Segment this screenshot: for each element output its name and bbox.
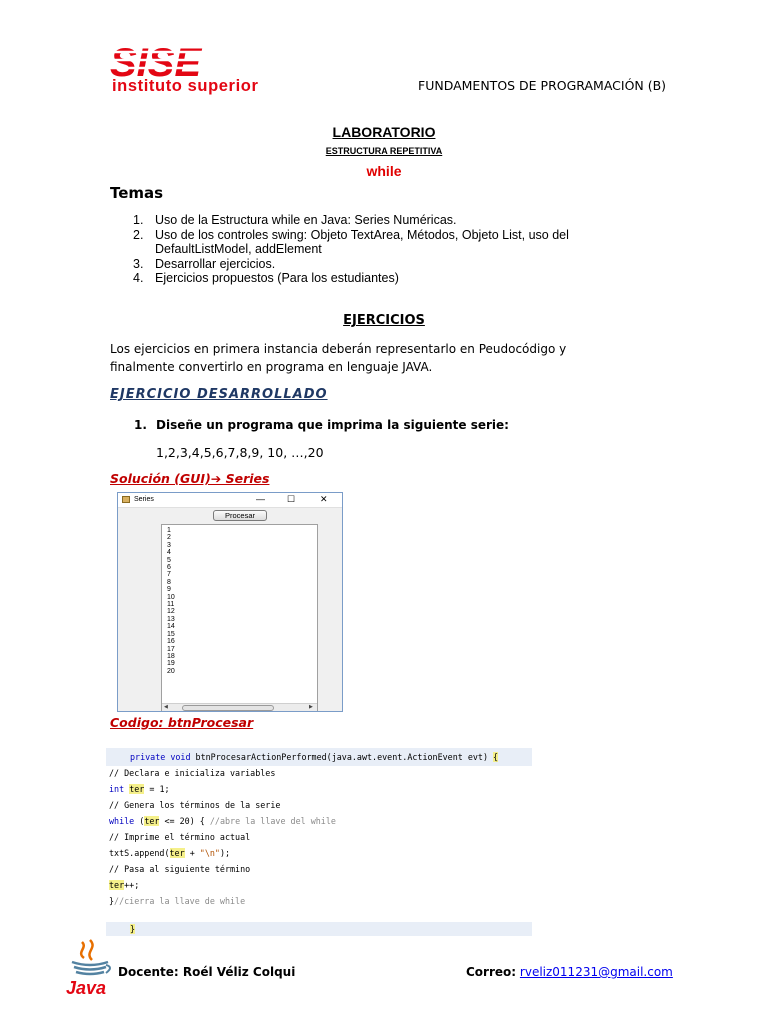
- list-item: [133, 228, 593, 257]
- code-line-bg: [106, 922, 532, 936]
- item-text: Desarrollar ejercicios.: [155, 256, 276, 271]
- output-line: 17: [167, 645, 175, 653]
- item-text: Uso de la Estructura while en Java: Series Numéricas.: [155, 213, 457, 227]
- code-variable: ter: [129, 784, 145, 794]
- code-comment: // Imprime el término actual: [109, 832, 251, 842]
- output-lines: [167, 527, 175, 675]
- java-logo-text: Java: [66, 978, 107, 998]
- code-comment: // Genera los términos de la serie: [109, 800, 281, 810]
- output-line: 6: [167, 564, 171, 572]
- item-text: Ejercicios propuestos (Para los estudiantes): [155, 271, 399, 285]
- logo-sub-text: instituto superior: [112, 77, 259, 95]
- correo: [466, 965, 673, 979]
- code-keyword: while: [109, 816, 135, 826]
- code-text: ++;: [124, 880, 140, 890]
- window-title: Series: [134, 496, 154, 503]
- solution-label: Solución (GUI)➔ Series: [110, 471, 270, 486]
- code-comment: // Pasa al siguiente término: [109, 864, 251, 874]
- output-line: 19: [167, 660, 175, 668]
- item-number: 1.: [133, 213, 144, 227]
- code-keyword: int: [109, 784, 125, 794]
- item-number: 3.: [133, 256, 144, 271]
- series-text: 1,2,3,4,5,6,7,8,9, 10, …,20: [156, 445, 324, 460]
- output-line: 1: [167, 527, 171, 534]
- ejercicios-heading: EJERCICIOS: [343, 313, 425, 328]
- email-link[interactable]: rveliz011231@gmail.com: [519, 965, 673, 979]
- course-title: FUNDAMENTOS DE PROGRAMACIÓN (B): [418, 78, 667, 93]
- output-line: 4: [167, 549, 171, 557]
- code-text: +: [184, 848, 200, 858]
- developed-heading: EJERCICIO DESARROLLADO: [110, 387, 328, 402]
- item-text: Uso de los controles swing: Objeto TextArea, Métodos, Objeto List, uso del DefaultListModel, addElement: [155, 227, 569, 256]
- output-line: 20: [167, 667, 175, 675]
- code-variable: ter: [169, 848, 185, 858]
- list-item: [133, 213, 593, 228]
- output-line: 11: [167, 601, 175, 609]
- output-line: 14: [167, 623, 175, 631]
- code-comment: //abre la llave del while: [209, 816, 336, 826]
- output-line: 7: [167, 571, 171, 579]
- maximize-icon[interactable]: ☐: [287, 494, 296, 504]
- close-icon[interactable]: ✕: [320, 494, 328, 504]
- code-brace: {: [493, 752, 499, 762]
- question-number: 1.: [134, 418, 147, 432]
- code-line: [130, 752, 498, 762]
- item-number: 4.: [133, 271, 144, 285]
- series-window: [117, 492, 343, 712]
- procesar-button[interactable]: Procesar: [213, 510, 267, 521]
- lab-title: LABORATORIO: [332, 124, 436, 140]
- intro-paragraph: Los ejercicios en primera instancia deberán representarlo en Peudocódigo y finalmente convertirlo en programa en lenguaje JAVA.: [110, 342, 567, 374]
- output-line: 16: [167, 638, 175, 646]
- horizontal-scrollbar[interactable]: [162, 703, 317, 711]
- code-text: <= 20) {: [159, 816, 210, 826]
- code-label: Codigo: btnProcesar: [110, 715, 254, 730]
- question-text: Diseñe un programa que imprima la siguiente serie:: [156, 418, 509, 432]
- code-line: [109, 784, 170, 794]
- code-comment: // Declara e inicializa variables: [109, 768, 276, 778]
- scroll-thumb[interactable]: [182, 705, 274, 711]
- sise-logo: [108, 42, 298, 98]
- code-variable: ter: [144, 816, 160, 826]
- question-1: [134, 418, 509, 432]
- list-item: [133, 271, 593, 286]
- output-line: 18: [167, 652, 175, 660]
- code-line: [109, 880, 139, 890]
- code-brace: }: [130, 924, 136, 934]
- code-text: );: [219, 848, 231, 858]
- scroll-left-icon[interactable]: ◀: [164, 704, 168, 710]
- code-variable: ter: [109, 880, 125, 890]
- temas-list: [133, 213, 593, 286]
- correo-label: Correo:: [466, 965, 517, 979]
- output-line: 12: [167, 608, 175, 616]
- temas-heading: Temas: [110, 184, 164, 202]
- code-string: "\n": [199, 848, 220, 858]
- java-cup-icon: [122, 496, 130, 503]
- code-text: }: [109, 896, 115, 906]
- code-text: btnProcesarActionPerformed(java.awt.event.ActionEvent evt): [190, 752, 494, 762]
- output-line: 13: [167, 615, 175, 623]
- output-line: 5: [167, 556, 171, 564]
- item-number: 2.: [133, 227, 144, 242]
- output-line: 10: [167, 593, 175, 601]
- code-text: (: [134, 816, 145, 826]
- code-line: [109, 896, 245, 906]
- code-line: [109, 848, 230, 858]
- code-block: [106, 746, 532, 936]
- docente-text: Docente: Roél Véliz Colqui: [118, 965, 296, 979]
- output-line: 8: [167, 578, 171, 586]
- java-logo: [60, 938, 122, 998]
- list-item: [133, 257, 593, 272]
- code-text: txtS.append(: [109, 848, 170, 858]
- logo-main-text: SISE: [110, 42, 202, 85]
- minimize-icon[interactable]: —: [256, 494, 265, 504]
- code-keyword: private void: [130, 752, 191, 762]
- output-line: 15: [167, 630, 175, 638]
- code-line: [109, 816, 336, 826]
- code-text: = 1;: [144, 784, 170, 794]
- window-titlebar: [118, 493, 342, 508]
- lab-keyword: while: [366, 163, 402, 179]
- code-line: [130, 924, 135, 934]
- output-line: 3: [167, 541, 171, 549]
- output-line: 2: [167, 534, 171, 542]
- output-textarea[interactable]: [161, 524, 318, 712]
- output-line: 9: [167, 586, 171, 594]
- code-comment: //cierra la llave de while: [114, 896, 246, 906]
- lab-subtitle: ESTRUCTURA REPETITIVA: [325, 146, 443, 156]
- scroll-right-icon[interactable]: ▶: [309, 704, 313, 710]
